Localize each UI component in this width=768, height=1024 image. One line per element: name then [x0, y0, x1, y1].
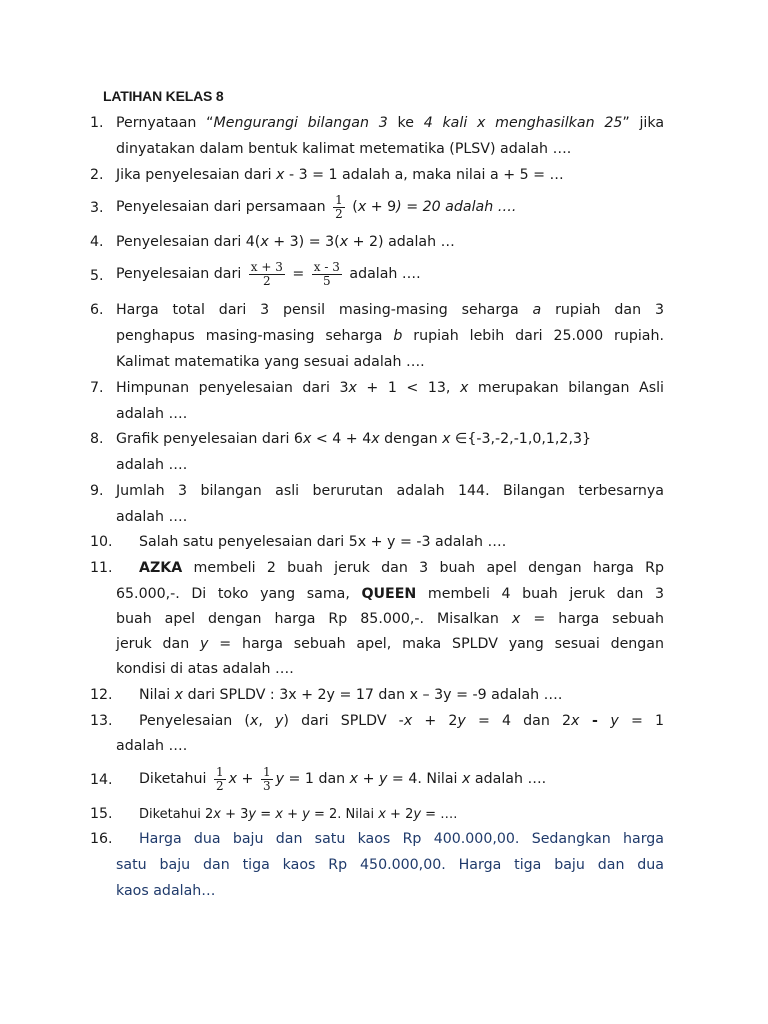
question-number: 8.: [90, 431, 104, 447]
question-16-line-1: Harga dua baju dan satu kaos Rp 400.000,00. Sedangkan harga: [139, 831, 664, 847]
question-11-line-4: jeruk dan y = harga sebuah apel, maka SPLDV yang sesuai dengan: [116, 636, 664, 652]
fraction: $\frac{x + 3}{2}$: [250, 259, 283, 288]
question-number: 2.: [90, 167, 104, 183]
question-8-line-2: adalah ….: [116, 457, 188, 473]
question-number: 15.: [90, 806, 113, 822]
fraction: $\frac{1}{2}$: [216, 764, 224, 793]
question-3: Penyelesaian dari persamaan $\frac{1}{2}$ (x + 9) = 20 adalah ….: [116, 192, 517, 221]
question-10: Salah satu penyelesaian dari 5x + y = -3 adalah ….: [139, 534, 507, 550]
question-16-line-2: satu baju dan tiga kaos Rp 450.000,00. Harga tiga baju dan dua: [116, 857, 664, 873]
question-number: 4.: [90, 234, 104, 250]
question-number: 1.: [90, 115, 104, 131]
question-number: 12.: [90, 687, 113, 703]
question-7-line-2: adalah ….: [116, 406, 188, 422]
question-13-line-1: Penyelesaian (x, y) dari SPLDV -x + 2y = 4 dan 2x - y = 1: [139, 713, 664, 729]
question-11-line-3: buah apel dengan harga Rp 85.000,-. Misalkan x = harga sebuah: [116, 611, 664, 627]
question-number: 9.: [90, 483, 104, 499]
fraction: $\frac{x - 3}{5}$: [313, 259, 340, 288]
page-title: LATIHAN KELAS 8: [103, 88, 224, 104]
question-number: 5.: [90, 268, 104, 284]
question-7-line-1: Himpunan penyelesaian dari 3x + 1 < 13, x merupakan bilangan Asli: [116, 380, 664, 396]
question-6-line-1: Harga total dari 3 pensil masing-masing seharga a rupiah dan 3: [116, 302, 664, 318]
question-1-line-2: dinyatakan dalam bentuk kalimat metematika (PLSV) adalah ….: [116, 141, 572, 157]
question-8-line-1: Grafik penyelesaian dari 6x < 4 + 4x dengan x ∈{-3,-2,-1,0,1,2,3}: [116, 431, 592, 447]
question-number: 7.: [90, 380, 104, 396]
question-number: 16.: [90, 831, 113, 847]
question-5: Penyelesaian dari $\frac{x + 3}{2}$ = $\frac{x - 3}{5}$ adalah ….: [116, 259, 421, 288]
question-number: 14.: [90, 772, 113, 788]
question-1-line-1: Pernyataan “Mengurangi bilangan 3 ke 4 kali x menghasilkan 25” jika: [116, 115, 665, 131]
question-number: 3.: [90, 200, 104, 216]
question-number: 6.: [90, 302, 104, 318]
question-12: Nilai x dari SPLDV : 3x + 2y = 17 dan x – 3y = -9 adalah ….: [139, 687, 563, 703]
question-9-line-1: Jumlah 3 bilangan asli berurutan adalah 144. Bilangan terbesarnya: [116, 483, 664, 499]
question-number: 13.: [90, 713, 113, 729]
question-11-line-2: 65.000,-. Di toko yang sama, QUEEN membeli 4 buah jeruk dan 3: [116, 586, 665, 602]
question-9-line-2: adalah ….: [116, 509, 188, 525]
question-14: Diketahui $\frac{1}{2}$ x + $\frac{1}{3}$ y = 1 dan x + y = 4. Nilai x adalah ….: [139, 764, 547, 793]
question-15: Diketahui 2x + 3y = x + y = 2. Nilai x + 2y = ….: [139, 807, 458, 822]
fraction: $\frac{1}{3}$: [262, 764, 271, 793]
fraction: $\frac{1}{2}$: [335, 192, 343, 221]
question-2: Jika penyelesaian dari x - 3 = 1 adalah a, maka nilai a + 5 = …: [116, 167, 564, 183]
question-6-line-2: penghapus masing-masing seharga b rupiah lebih dari 25.000 rupiah.: [116, 328, 664, 344]
question-13-line-2: adalah ….: [116, 738, 188, 754]
question-6-line-3: Kalimat matematika yang sesuai adalah ….: [116, 354, 425, 370]
question-number: 11.: [90, 560, 113, 576]
question-number: 10.: [90, 534, 113, 550]
question-4: Penyelesaian dari 4(x + 3) = 3(x + 2) adalah …: [116, 234, 455, 250]
question-11-line-1: AZKA membeli 2 buah jeruk dan 3 buah apel dengan harga Rp: [139, 560, 664, 576]
question-16-line-3: kaos adalah…: [116, 883, 216, 899]
question-11-line-5: kondisi di atas adalah ….: [116, 661, 294, 677]
